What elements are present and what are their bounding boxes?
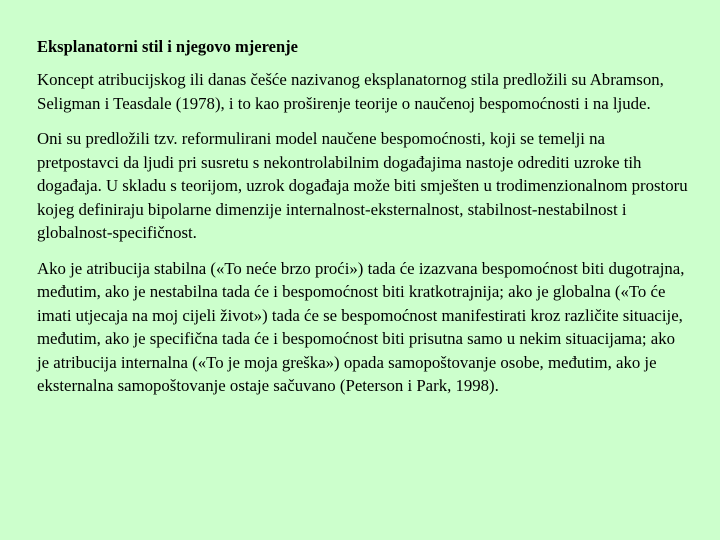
paragraph-dimensions: Ako je atribucija stabilna («To neće brzo proći») tada će izazvana bespomoćnost biti dugotrajna, međutim, ako je nestabilna tada će i bespomoćnost biti kratkotrajnija; ako je globalna («To će imati utjecaja na moj cijeli život») tada će se bespomoćnost manifestirati kroz različite situacije, međutim, ako je specifična tada će i bespomoćnost biti prisutna samo u nekim situacijama; ako je atribucija internalna («To je moja greška») opada samopoštovanje osobe, međutim, ako je eksternalna samopoštovanje ostaje sačuvano (Peterson i Park, 1998).	[37, 258, 685, 395]
slide-title: Eksplanatorni stil i njegovo mjerenje	[37, 37, 298, 56]
paragraph-intro: Koncept atribucijskog ili danas češće nazivanog eksplanatornog stila predložili su Abramson, Seligman i Teasdale (1978), i to kao proširenje teorije o naučenoj bespomoćnosti i na ljude.	[37, 70, 664, 113]
paragraph-model: Oni su predložili tzv. reformulirani model naučene bespomoćnosti, koji se temelji na pretpostavci da ljudi pri susretu s nekontrolabilnim događajima nastoje odrediti uzroke tih događaja. U skladu s teorijom, uzrok događaja može biti smješten u trodimenzionalnom prostoru kojeg definiraju bipolarne dimenzije internalnost-eksternalnost, stabilnost-nestabilnost i globalnost-specifičnost.	[37, 129, 688, 242]
